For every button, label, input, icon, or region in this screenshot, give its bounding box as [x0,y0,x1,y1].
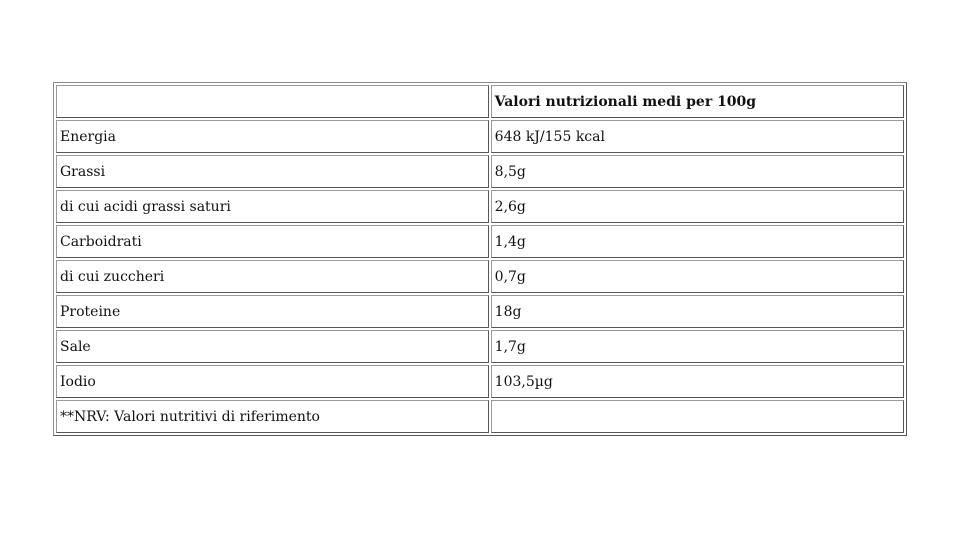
nutrient-label: Grassi [56,155,489,188]
table-row [56,260,904,293]
nutrient-value: 1,4g [491,225,904,258]
nutrient-label: di cui zuccheri [56,260,489,293]
footnote-value [491,400,904,433]
nutrient-value: 103,5µg [491,365,904,398]
table-row [56,120,904,153]
table-row [56,190,904,223]
table-footnote-row [56,400,904,433]
footnote-label: **NRV: Valori nutritivi di riferimento [56,400,489,433]
table-row [56,155,904,188]
nutrition-table [53,82,907,436]
nutrient-value: 0,7g [491,260,904,293]
nutrient-value: 648 kJ/155 kcal [491,120,904,153]
nutrient-label: di cui acidi grassi saturi [56,190,489,223]
nutrient-label: Energia [56,120,489,153]
nutrient-label: Sale [56,330,489,363]
table-row [56,365,904,398]
nutrient-value: 18g [491,295,904,328]
header-value-cell: Valori nutrizionali medi per 100g [491,85,904,118]
table-header-row [56,85,904,118]
table-row [56,330,904,363]
nutrient-value: 2,6g [491,190,904,223]
nutrient-label: Proteine [56,295,489,328]
table-row [56,295,904,328]
table-row [56,225,904,258]
nutrient-label: Iodio [56,365,489,398]
nutrient-value: 8,5g [491,155,904,188]
nutrient-label: Carboidrati [56,225,489,258]
nutrient-value: 1,7g [491,330,904,363]
header-label-cell [56,85,489,118]
